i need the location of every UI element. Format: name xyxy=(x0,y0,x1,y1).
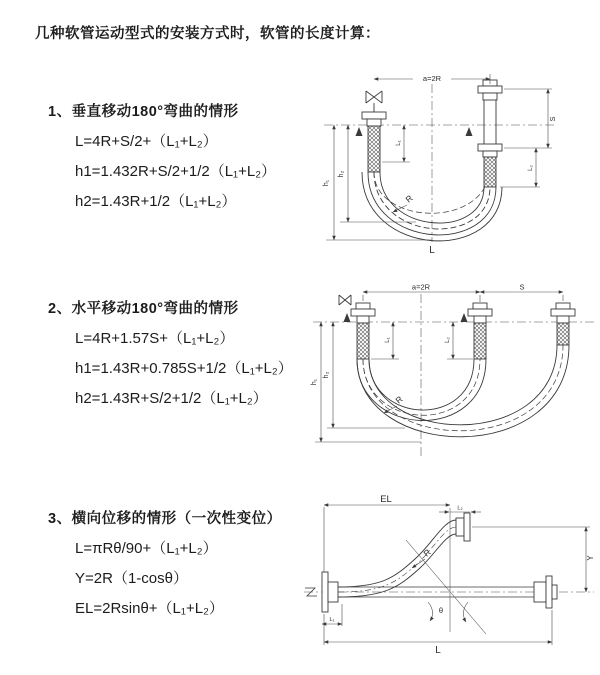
hose-bend-position-1 xyxy=(357,359,486,421)
dim-label-l2: L₂ xyxy=(445,337,451,343)
section-2-formulas xyxy=(48,324,293,414)
section-1-formulas xyxy=(48,127,276,217)
braided-hose-section xyxy=(474,323,486,359)
section-3-heading: 3、横向位移的情形（一次性变位） xyxy=(48,511,282,527)
formula-h1: h1=1.43R+0.785S+1/2（L₁+L₂） xyxy=(75,360,293,377)
formula-h2: h2=1.43R+1/2（L₁+L₂） xyxy=(75,193,237,210)
section-horizontal-movement xyxy=(48,297,293,414)
dim-label-h2: h₂ xyxy=(323,371,330,379)
braided-hose-section xyxy=(557,323,569,345)
formula-length: L=4R+S/2+（L₁+L₂） xyxy=(75,133,218,150)
formula-h1: h1=1.432R+S/2+1/2（L₁+L₂） xyxy=(75,163,277,180)
left-pipe-fitting xyxy=(362,112,386,172)
diagram-lateral-displacement xyxy=(298,492,600,657)
length-label: L xyxy=(429,245,435,255)
radius-label: R xyxy=(403,192,415,205)
dimension-lines xyxy=(326,74,552,240)
hose-displaced-position xyxy=(338,520,456,597)
braided-hose-section xyxy=(368,126,380,172)
section-3-formulas xyxy=(48,534,282,624)
theta-label: θ xyxy=(438,606,444,615)
section-lateral-displacement xyxy=(48,507,282,624)
formula-length: L=4R+1.57S+（L₁+L₂） xyxy=(75,330,235,347)
dim-label-l1: L₁ xyxy=(329,617,335,623)
dim-label-l1: L₁ xyxy=(385,337,391,343)
dim-label-a-2r: a=2R xyxy=(422,74,442,83)
diagram-horizontal-180-bend xyxy=(305,282,600,462)
section-vertical-movement xyxy=(48,100,276,217)
dim-label-h2: h₂ xyxy=(338,170,345,178)
length-label: L xyxy=(435,645,441,656)
dim-label-l2: L₂ xyxy=(528,165,534,171)
formula-h2: h2=1.43R+S/2+1/2（L₁+L₂） xyxy=(75,390,268,407)
dim-label-a-2r: a=2R xyxy=(411,282,431,292)
formula-el: EL=2Rsinθ+（L₁+L₂） xyxy=(75,600,224,617)
braided-hose-section xyxy=(357,323,369,359)
centerlines xyxy=(313,294,595,458)
braided-hose-section xyxy=(484,157,496,187)
dim-label-s: S xyxy=(519,282,525,292)
left-flange xyxy=(322,572,338,612)
formula-length: L=πRθ/90+（L₁+L₂） xyxy=(75,540,218,557)
elevated-flange xyxy=(456,513,470,541)
dim-label-l2: L₂ xyxy=(457,505,463,512)
pipe-fittings xyxy=(351,303,575,359)
formula-y: Y=2R（1-cosθ） xyxy=(75,570,188,587)
dim-label-l1: L₁ xyxy=(396,140,402,146)
right-flange xyxy=(534,576,557,608)
dim-label-h1: h₁ xyxy=(311,378,318,386)
dim-label-el: EL xyxy=(380,494,392,505)
section-2-heading: 2、水平移动180°弯曲的情形 xyxy=(48,301,239,317)
right-pipe-fittings xyxy=(478,80,502,187)
centerlines xyxy=(324,84,557,242)
dim-label-y: Y xyxy=(586,555,595,561)
section-1-heading: 1、垂直移动180°弯曲的情形 xyxy=(48,104,239,120)
page-title: 几种软管运动型式的安装方式时，软管的长度计算： xyxy=(35,26,380,42)
radius-label: R xyxy=(421,546,433,559)
valve-icon xyxy=(366,91,382,112)
valve-icon xyxy=(339,295,351,305)
radius-label: R xyxy=(393,393,405,406)
diagram-vertical-180-bend xyxy=(312,70,597,255)
dim-label-s: S xyxy=(548,116,557,122)
dim-label-h1: h₁ xyxy=(323,179,330,187)
